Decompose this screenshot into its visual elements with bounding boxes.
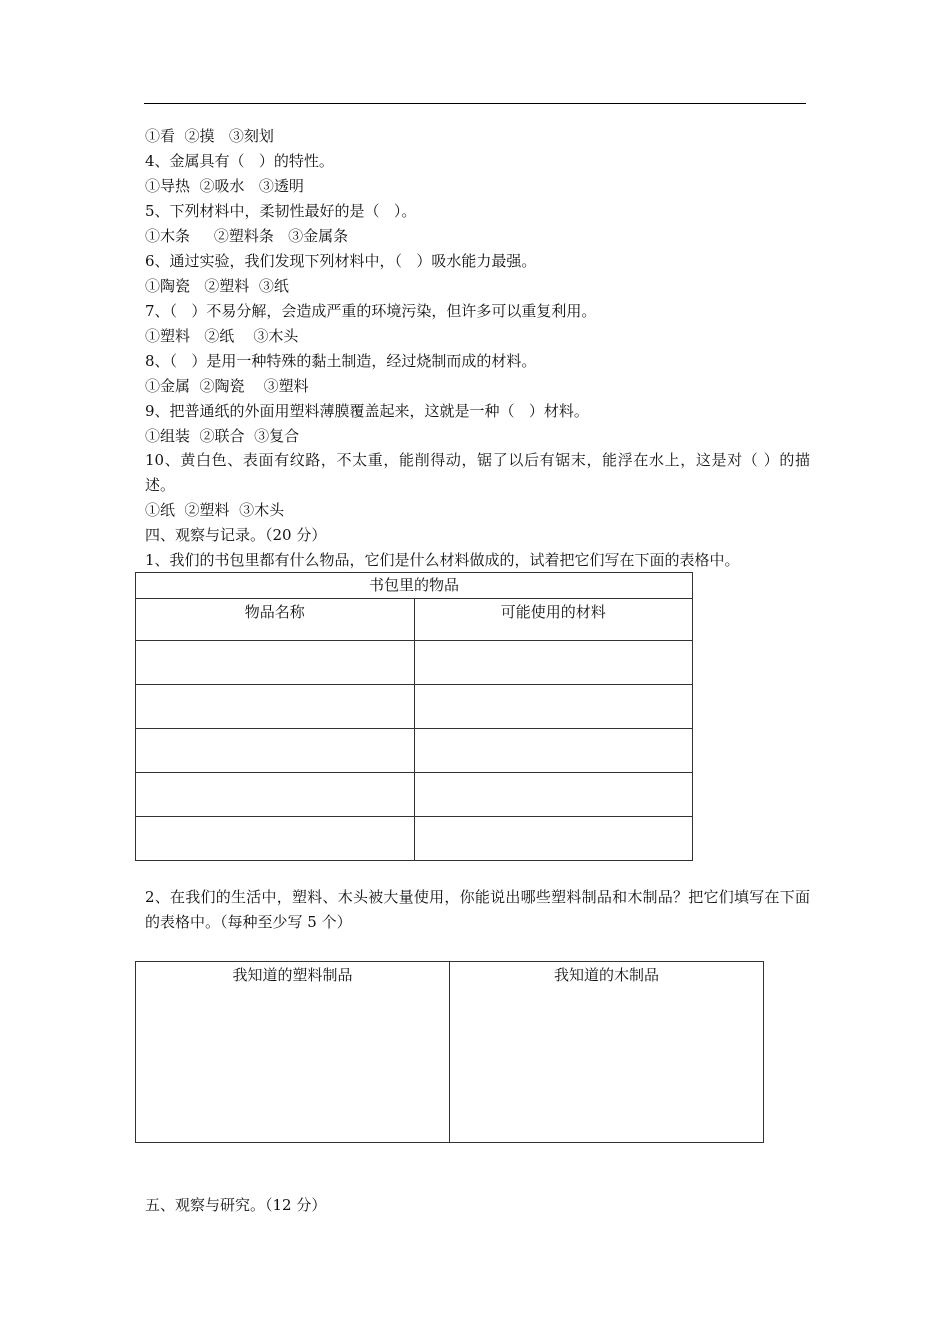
q8-stem: 8、（ ）是用一种特殊的黏土制造，经过烧制而成的材料。 (145, 352, 537, 370)
q6-options: ①陶瓷 ②塑料 ③纸 (145, 277, 289, 295)
table-row (136, 641, 693, 685)
table1-header-material: 可能使用的材料 (414, 599, 693, 641)
table2-wood-column[interactable]: 我知道的木制品 (450, 962, 764, 1143)
q10-stem: 10、黄白色、表面有纹路，不太重，能削得动，锯了以后有锯末，能浮在水上，这是对（ ）的描述。 (145, 451, 810, 494)
q6-stem: 6、通过实验，我们发现下列材料中，（ ）吸水能力最强。 (145, 252, 537, 270)
q7-options: ①塑料 ②纸 ③木头 (145, 327, 299, 345)
table1-cell[interactable] (136, 729, 415, 773)
table1-cell[interactable] (414, 817, 693, 861)
table1-cell[interactable] (414, 641, 693, 685)
schoolbag-items-table (135, 572, 693, 861)
table1-header-item-name: 物品名称 (136, 599, 415, 641)
q3-options: ①看 ②摸 ③刻划 (145, 127, 274, 145)
q10-options: ①纸 ②塑料 ③木头 (145, 501, 285, 519)
q4-options: ①导热 ②吸水 ③透明 (145, 177, 304, 195)
table-row (136, 817, 693, 861)
table1-cell[interactable] (414, 685, 693, 729)
q5-stem: 5、下列材料中，柔韧性最好的是（ ）。 (145, 202, 417, 220)
q4-stem: 4、金属具有（ ）的特性。 (145, 152, 334, 170)
section4-q2: 2、在我们的生活中，塑料、木头被大量使用，你能说出哪些塑料制品和木制品？把它们填写在下面的表格中。（每种至少写 5 个） (145, 888, 810, 931)
header-rule (144, 103, 806, 104)
table1-cell[interactable] (414, 729, 693, 773)
table1-cell[interactable] (136, 773, 415, 817)
table1-cell[interactable] (136, 641, 415, 685)
table1-cell[interactable] (136, 685, 415, 729)
section4-q1: 1、我们的书包里都有什么物品，它们是什么材料做成的，试着把它们写在下面的表格中。 (145, 551, 740, 569)
table1-cell[interactable] (136, 817, 415, 861)
table-row (136, 773, 693, 817)
table-row (136, 729, 693, 773)
q5-options: ①木条 ②塑料条 ③金属条 (145, 227, 349, 245)
section5-title: 五、观察与研究。（12 分） (145, 1196, 327, 1214)
q7-stem: 7、（ ）不易分解，会造成严重的环境污染，但许多可以重复利用。 (145, 302, 597, 320)
table1-cell[interactable] (414, 773, 693, 817)
q9-options: ①组装 ②联合 ③复合 (145, 427, 300, 445)
table1-caption: 书包里的物品 (136, 573, 693, 599)
q9-stem: 9、把普通纸的外面用塑料薄膜覆盖起来，这就是一种（ ）材料。 (145, 402, 589, 420)
section4-title: 四、观察与记录。（20 分） (145, 526, 327, 544)
q8-options: ①金属 ②陶瓷 ③塑料 (145, 377, 309, 395)
plastic-wood-products-table (135, 961, 764, 1143)
table2-plastic-column[interactable]: 我知道的塑料制品 (136, 962, 450, 1143)
table-row (136, 685, 693, 729)
